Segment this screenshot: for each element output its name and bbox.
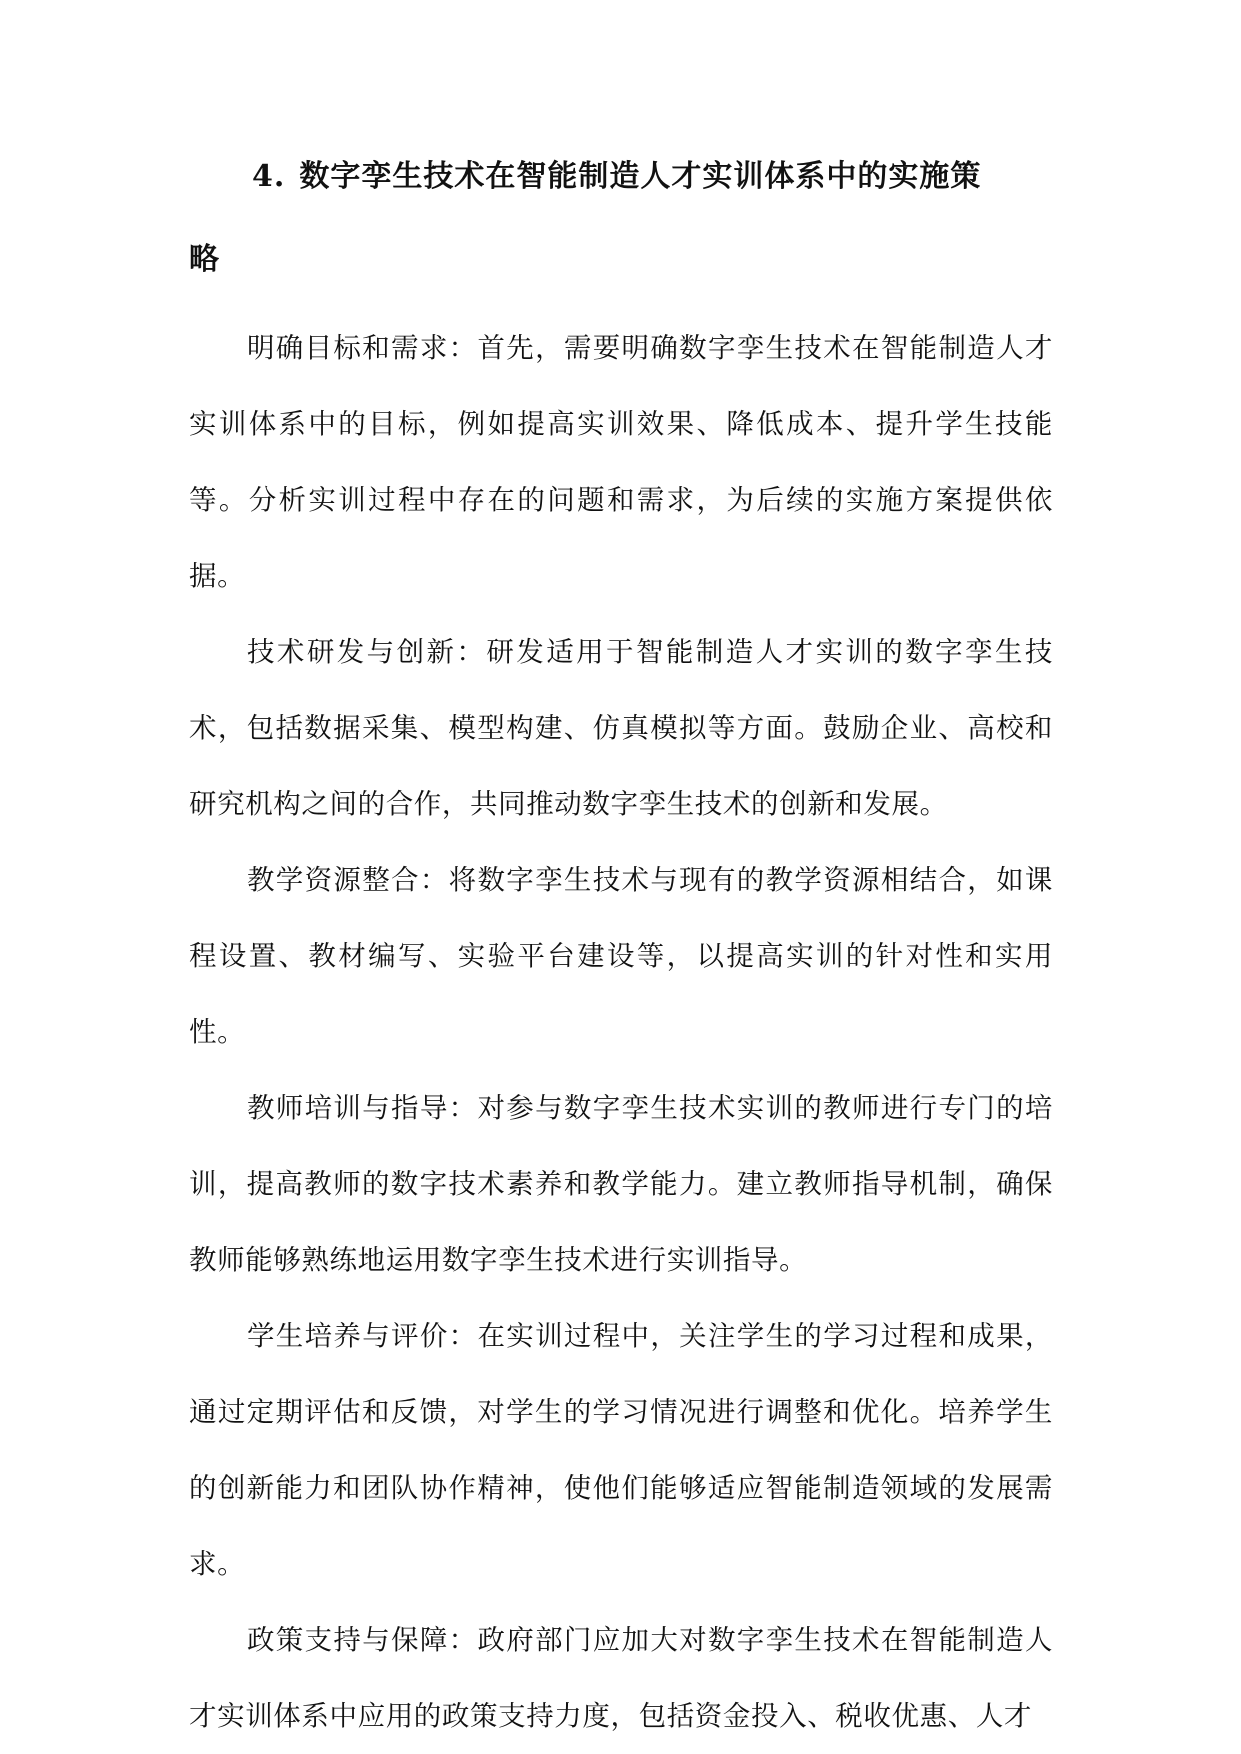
section-heading-line1 xyxy=(252,150,1072,204)
document-body xyxy=(189,310,1053,1754)
paragraph-student-evaluation: 学生培养与评价：在实训过程中，关注学生的学习过程和成果，通过定期评估和反馈，对学生的学习情况进行调整和优化。培养学生的创新能力和团队协作精神，使他们能够适应智能制造领域的发展需求。 xyxy=(189,1320,1053,1580)
paragraph-goals-needs: 明确目标和需求：首先，需要明确数字孪生技术在智能制造人才实训体系中的目标，例如提高实训效果、降低成本、提升学生技能等。分析实训过程中存在的问题和需求，为后续的实施方案提供依据。 xyxy=(189,332,1053,592)
paragraph-teacher-training: 教师培训与指导：对参与数字孪生技术实训的教师进行专门的培训，提高教师的数字技术素养和教学能力。建立教师指导机制，确保教师能够熟练地运用数字孪生技术进行实训指导。 xyxy=(189,1092,1053,1276)
paragraph-policy-support: 政策支持与保障：政府部门应加大对数字孪生技术在智能制造人才实训体系中应用的政策支持力度，包括资金投入、税收优惠、人才 xyxy=(189,1624,1053,1732)
section-title-line2: 略 xyxy=(189,242,219,277)
section-number: 4. xyxy=(252,159,286,194)
section-title-line1: 数字孪生技术在智能制造人才实训体系中的实施策 xyxy=(299,159,982,194)
paragraph-tech-rd: 技术研发与创新：研发适用于智能制造人才实训的数字孪生技术，包括数据采集、模型构建、仿真模拟等方面。鼓励企业、高校和研究机构之间的合作，共同推动数字孪生技术的创新和发展。 xyxy=(189,636,1053,820)
section-heading xyxy=(0,0,1241,300)
paragraph-teaching-resources: 教学资源整合：将数字孪生技术与现有的教学资源相结合，如课程设置、教材编写、实验平台建设等，以提高实训的针对性和实用性。 xyxy=(189,864,1053,1048)
